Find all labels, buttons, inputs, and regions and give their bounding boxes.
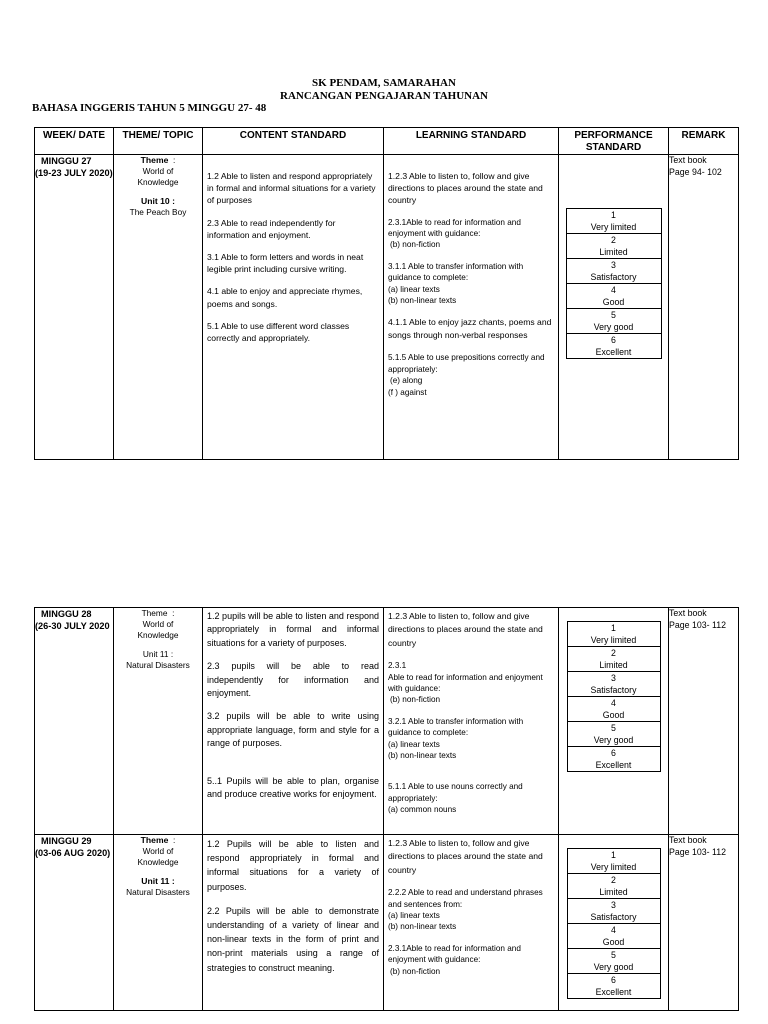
school-name: SK PENDAM, SAMARAHAN xyxy=(312,77,456,89)
learning-item: (f ) against xyxy=(388,387,427,397)
level-box: 6 Excellent xyxy=(567,974,660,999)
week-row xyxy=(35,608,739,835)
level-box: 4 Good xyxy=(566,284,661,309)
learning-item: 1.2.3 Able to listen to, follow and give directions to places around the state and country xyxy=(388,611,543,648)
remark-cell xyxy=(669,155,739,460)
remark-line: Text book xyxy=(669,608,707,618)
unit-label: Unit 11 : xyxy=(141,876,175,886)
col-content-header: CONTENT STANDARD xyxy=(203,128,384,155)
level-box: 5 Very good xyxy=(567,949,660,974)
week-cell xyxy=(35,835,114,1011)
performance-rubric xyxy=(566,208,662,359)
week-row xyxy=(35,835,739,1011)
level-box: 3 Satisfactory xyxy=(566,259,661,284)
learning-item: (a) linear texts xyxy=(388,284,440,294)
content-item: 4.1 able to enjoy and appreciate rhymes, poems and songs. xyxy=(207,286,363,309)
remark-line: Page 103- 112 xyxy=(669,619,727,630)
content-item: 5..1 Pupils will be able to plan, organise and produce creative works for enjoyment. xyxy=(207,775,379,800)
learning-item: 2.3.1 xyxy=(388,661,407,671)
content-item: 1.2 pupils will be able to listen and respond appropriately in formal and informal situations for a variety of purposes. xyxy=(207,611,379,648)
learning-item: (b) non-fiction xyxy=(390,240,441,250)
col-performance-header: PERFORMANCE STANDARD xyxy=(559,128,669,155)
theme-colon: : xyxy=(173,155,176,165)
learning-item: 1.2.3 Able to listen to, follow and give directions to places around the state and country xyxy=(388,838,543,875)
level-box: 1 Very limited xyxy=(567,622,660,647)
content-cell xyxy=(203,608,384,835)
level-box: 1 Very limited xyxy=(567,849,660,874)
unit-label: Unit 10 : xyxy=(141,196,175,206)
week-label: MINGGU 27 xyxy=(41,156,92,166)
remark-cell xyxy=(669,608,739,835)
topic-name: The Peach Boy xyxy=(129,207,187,217)
learning-item: (a) common nouns xyxy=(388,805,457,815)
learning-item: 2.3.1Able to read for information and enjoyment with guidance: xyxy=(388,943,521,965)
col-theme-header: THEME/ TOPIC xyxy=(114,128,203,155)
level-box: 4 Good xyxy=(567,924,660,949)
level-box: 6 Excellent xyxy=(567,747,660,772)
week-label: MINGGU 29 xyxy=(41,836,92,846)
learning-cell xyxy=(384,155,559,460)
level-box: 2 Limited xyxy=(567,647,660,672)
week-row xyxy=(35,155,739,460)
remark-line: Text book xyxy=(669,835,707,845)
performance-cell xyxy=(559,155,669,460)
week-label: MINGGU 28 xyxy=(41,609,92,619)
level-box: 5 Very good xyxy=(566,309,661,334)
remark-line: Text book xyxy=(669,155,707,165)
theme-label: Theme xyxy=(140,155,169,165)
performance-rubric xyxy=(567,621,661,772)
theme-colon: : xyxy=(172,608,175,618)
learning-item: (b) non-linear texts xyxy=(388,922,457,932)
learning-item: (b) non-linear texts xyxy=(388,296,457,306)
unit-label: Unit 11 : xyxy=(142,649,174,659)
plan-table-1 xyxy=(34,127,739,460)
theme-cell xyxy=(114,608,203,835)
learning-item: (a) linear texts xyxy=(388,911,440,921)
plan-table-2 xyxy=(34,607,739,1011)
learning-cell xyxy=(384,608,559,835)
plan-title: RANCANGAN PENGAJARAN TAHUNAN xyxy=(280,90,488,102)
content-item: 5.1 Able to use different word classes correctly and appropriately. xyxy=(207,320,350,344)
col-learning-header: LEARNING STANDARD xyxy=(384,128,559,155)
remark-line: Page 94- 102 xyxy=(669,166,722,177)
remark-cell xyxy=(669,835,739,1011)
learning-item: 4.1.1 Able to enjoy jazz chants, poems and songs through non-verbal responses xyxy=(388,317,552,341)
learning-item: (b) non-fiction xyxy=(390,695,441,705)
learning-item: (b) non-fiction xyxy=(390,966,441,976)
level-box: 4 Good xyxy=(567,697,660,722)
topic-name: Natural Disasters xyxy=(126,660,190,670)
performance-cell xyxy=(559,835,669,1011)
learning-item: 3.2.1 Able to transfer information with guidance to complete: xyxy=(388,716,524,738)
learning-cell xyxy=(384,835,559,1011)
col-week-header: WEEK/ DATE xyxy=(35,128,114,155)
content-item: 2.2 Pupils will be able to demonstrate understanding of a variety of linear and non-linear texts in the form of print and non-print materials using a range of strategies to construct meaning. xyxy=(207,905,379,973)
level-box: 1 Very limited xyxy=(566,209,661,234)
learning-item: 1.2.3 Able to listen to, follow and give directions to places around the state and country xyxy=(388,171,543,206)
theme-name: World of Knowledge xyxy=(137,846,179,867)
subject-line: BAHASA INGGERIS TAHUN 5 MINGGU 27- 48 xyxy=(32,102,267,114)
content-item: 2.3 pupils will be able to read independently for information and enjoyment. xyxy=(207,661,379,699)
col-remark-header: REMARK xyxy=(669,128,739,155)
learning-item: (e) along xyxy=(390,376,423,386)
content-item: 1.2 Able to listen and respond appropriately in formal and informal situations for a variety of purposes xyxy=(207,171,376,206)
performance-cell xyxy=(559,608,669,835)
level-box: 2 Limited xyxy=(567,874,660,899)
level-box: 3 Satisfactory xyxy=(567,899,660,924)
learning-item: 2.2.2 Able to read and understand phrases and sentences from: xyxy=(388,888,543,909)
week-date: (03-06 AUG 2020) xyxy=(35,848,111,858)
level-box: 3 Satisfactory xyxy=(567,672,660,697)
learning-item: Able to read for information and enjoyment with guidance: xyxy=(388,672,543,694)
header-row xyxy=(35,128,739,155)
performance-rubric xyxy=(567,848,661,999)
content-item: 1.2 Pupils will be able to listen and respond appropriately in formal and informal situations for a variety of purposes. xyxy=(207,839,379,892)
learning-item: 2.3.1Able to read for information and enjoyment with guidance: xyxy=(388,217,521,239)
week-date: (26-30 JULY 2020 xyxy=(35,621,110,631)
theme-cell xyxy=(114,155,203,460)
theme-label: Theme xyxy=(141,608,168,618)
remark-line: Page 103- 112 xyxy=(669,846,727,857)
level-box: 6 Excellent xyxy=(566,334,661,359)
week-date: (19-23 JULY 2020) xyxy=(35,168,113,178)
learning-item: (b) non-linear texts xyxy=(388,751,457,761)
content-cell xyxy=(203,155,384,460)
theme-name: World of Knowledge xyxy=(137,619,179,640)
level-box: 5 Very good xyxy=(567,722,660,747)
week-cell xyxy=(35,155,114,460)
theme-name: World of Knowledge xyxy=(137,166,179,187)
level-box: 2 Limited xyxy=(566,234,661,259)
theme-label: Theme xyxy=(140,835,169,845)
week-cell xyxy=(35,608,114,835)
learning-item: 5.1.1 Able to use nouns correctly and appropriately: xyxy=(388,782,523,803)
theme-colon: : xyxy=(173,835,176,845)
topic-name: Natural Disasters xyxy=(126,887,190,897)
content-item: 2.3 Able to read independently for information and enjoyment. xyxy=(207,217,336,240)
theme-cell xyxy=(114,835,203,1011)
content-item: 3.2 pupils will be able to write using appropriate language, form and style for a range of purposes. xyxy=(207,711,379,749)
learning-item: (a) linear texts xyxy=(388,739,440,749)
learning-item: 5.1.5 Able to use prepositions correctly and appropriately: xyxy=(388,353,545,374)
content-cell xyxy=(203,835,384,1011)
content-item: 3.1 Able to form letters and words in neat legible print including cursive writing. xyxy=(207,252,364,275)
learning-item: 3.1.1 Able to transfer information with guidance to complete: xyxy=(388,261,524,283)
